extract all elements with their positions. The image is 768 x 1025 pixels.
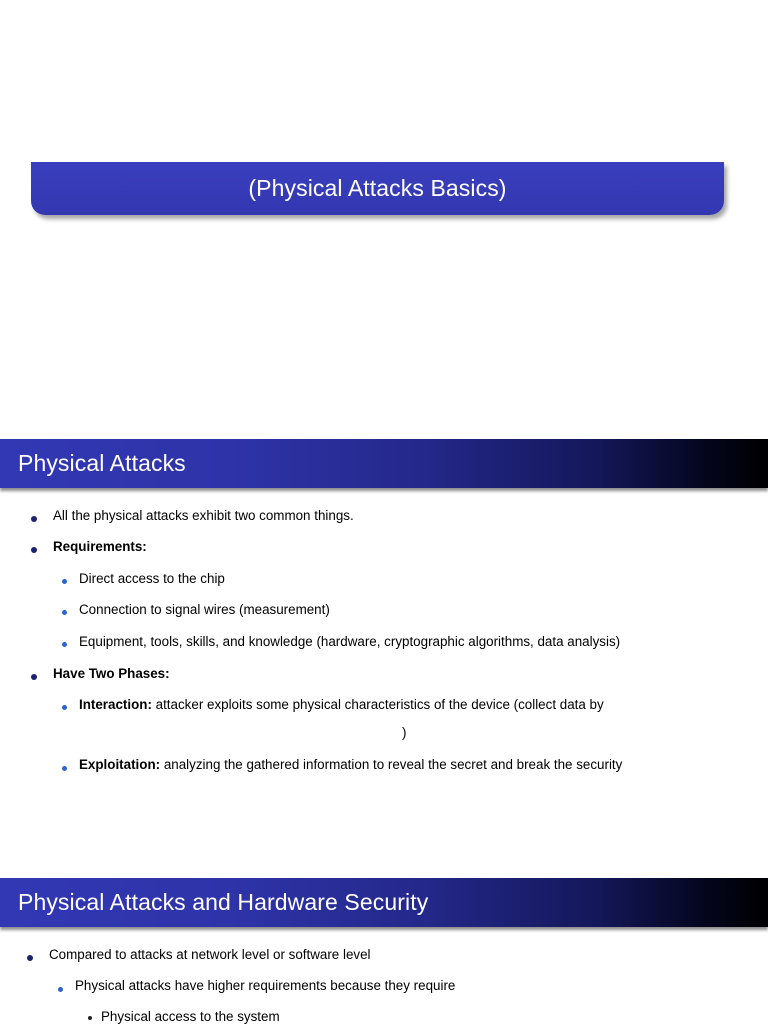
- sub-bullet-text: Equipment, tools, skills, and knowledge (hardware, cryptographic algorithms, data analysis): [79, 634, 621, 649]
- sub-bullet-text: Connection to signal wires (measurement): [79, 602, 330, 617]
- sub-bullet-text: [79, 697, 604, 713]
- sub-bullet-text: [79, 757, 622, 773]
- bullet-heading: Requirements:: [53, 539, 147, 554]
- section-title: Physical Attacks and Hardware Security: [18, 889, 429, 915]
- term-description: analyzing the gathered information to reveal the secret and break the security: [160, 757, 623, 772]
- continuation-text: ): [402, 725, 407, 740]
- bullet-text: All the physical attacks exhibit two common things.: [53, 508, 354, 523]
- sub-bullet-icon: [62, 610, 67, 615]
- sub-sub-bullet-text: Physical access to the system: [101, 1009, 280, 1024]
- slide-title: (Physical Attacks Basics): [248, 175, 507, 201]
- section-header-physical-attacks: [0, 439, 768, 488]
- sub-bullet-icon: [58, 987, 63, 992]
- sub-bullet-text: Direct access to the chip: [79, 571, 225, 586]
- bullet-icon: [31, 516, 37, 522]
- section-title: Physical Attacks: [18, 450, 186, 476]
- sub-bullet-icon: [62, 705, 67, 710]
- bullet-text: [53, 666, 170, 682]
- bullet-icon: [31, 674, 37, 680]
- title-banner: [31, 162, 724, 215]
- sub-bullet-icon: [62, 579, 67, 584]
- term-label: Exploitation:: [79, 757, 161, 772]
- sub-bullet-icon: [62, 642, 67, 647]
- bullet-text: [53, 539, 147, 555]
- section-header-hardware-security: [0, 878, 768, 927]
- term-label: Interaction:: [79, 697, 152, 712]
- term-description: attacker exploits some physical characteristics of the device (collect data by: [151, 697, 604, 712]
- bullet-icon: [27, 955, 33, 961]
- bullet-icon: [31, 547, 37, 553]
- sub-bullet-text: Physical attacks have higher requirements because they require: [75, 978, 456, 993]
- bullet-text: Compared to attacks at network level or software level: [49, 947, 371, 962]
- bullet-heading: Have Two Phases:: [53, 666, 170, 681]
- sub-bullet-icon: [62, 766, 67, 771]
- sub-sub-bullet-icon: [88, 1016, 92, 1020]
